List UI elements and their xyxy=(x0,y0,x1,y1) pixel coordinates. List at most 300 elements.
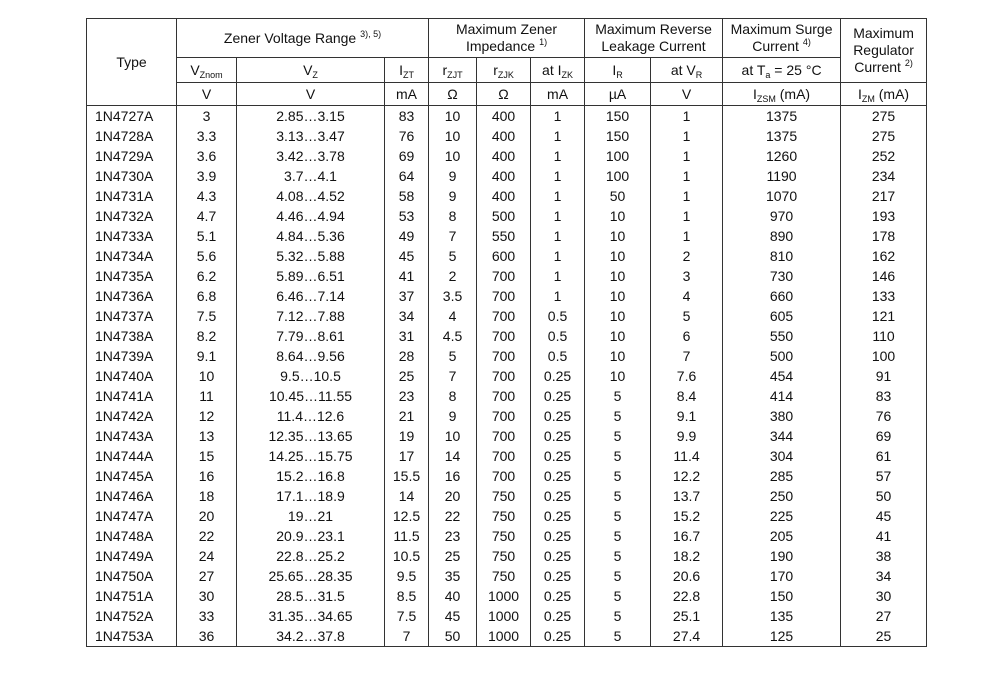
cell-type: 1N4740A xyxy=(87,366,177,386)
cell-ir: 5 xyxy=(585,386,651,406)
unit-izk: mA xyxy=(531,83,585,106)
cell-izsm: 1260 xyxy=(723,146,841,166)
cell-izk: 0.25 xyxy=(531,526,585,546)
cell-vz-range: 17.1…18.9 xyxy=(237,486,385,506)
cell-rzjk: 700 xyxy=(477,366,531,386)
cell-vznom: 27 xyxy=(177,566,237,586)
cell-izsm: 970 xyxy=(723,206,841,226)
cell-izm: 61 xyxy=(841,446,927,466)
table-row xyxy=(87,346,927,366)
type-column-header xyxy=(87,19,177,106)
cell-ir: 5 xyxy=(585,486,651,506)
cell-rzjk: 700 xyxy=(477,406,531,426)
cell-izsm: 1375 xyxy=(723,126,841,146)
table-row xyxy=(87,406,927,426)
cell-ir: 10 xyxy=(585,286,651,306)
cell-rzjt: 40 xyxy=(429,586,477,606)
cell-vznom: 18 xyxy=(177,486,237,506)
cell-izsm: 225 xyxy=(723,506,841,526)
cell-type: 1N4732A xyxy=(87,206,177,226)
rzjt-main: r xyxy=(442,62,448,78)
atizk-main: at I xyxy=(542,62,562,78)
regulator-line2: Regulator xyxy=(853,42,914,58)
cell-izm: 234 xyxy=(841,166,927,186)
table-row xyxy=(87,106,927,127)
cell-rzjt: 10 xyxy=(429,146,477,166)
cell-izk: 1 xyxy=(531,246,585,266)
impedance-line1: Maximum Zener xyxy=(455,21,558,37)
cell-rzjk: 400 xyxy=(477,126,531,146)
table-row xyxy=(87,446,927,466)
cell-izsm: 810 xyxy=(723,246,841,266)
max-zener-impedance-header xyxy=(429,19,585,58)
cell-type: 1N4751A xyxy=(87,586,177,606)
cell-vr: 1 xyxy=(651,126,723,146)
cell-rzjt: 3.5 xyxy=(429,286,477,306)
table-header xyxy=(87,19,927,106)
cell-rzjk: 400 xyxy=(477,166,531,186)
cell-izm: 91 xyxy=(841,366,927,386)
cell-izk: 0.25 xyxy=(531,366,585,386)
cell-vr: 27.4 xyxy=(651,626,723,647)
ir-symbol xyxy=(585,58,651,83)
cell-rzjk: 600 xyxy=(477,246,531,266)
vz-symbol xyxy=(237,58,385,83)
ir-sub: R xyxy=(616,70,623,80)
cell-izsm: 605 xyxy=(723,306,841,326)
cell-type: 1N4729A xyxy=(87,146,177,166)
cell-izt: 83 xyxy=(385,106,429,127)
cell-vz-range: 4.08…4.52 xyxy=(237,186,385,206)
cell-izk: 1 xyxy=(531,266,585,286)
cell-rzjt: 7 xyxy=(429,366,477,386)
cell-rzjt: 4.5 xyxy=(429,326,477,346)
cell-vr: 8.4 xyxy=(651,386,723,406)
unit-izsm xyxy=(723,83,841,106)
table-row xyxy=(87,146,927,166)
cell-izsm: 414 xyxy=(723,386,841,406)
cell-rzjt: 8 xyxy=(429,206,477,226)
izsm-main: I xyxy=(752,86,757,102)
cell-rzjt: 20 xyxy=(429,486,477,506)
cell-type: 1N4739A xyxy=(87,346,177,366)
cell-vr: 7 xyxy=(651,346,723,366)
table-row xyxy=(87,466,927,486)
cell-type: 1N4728A xyxy=(87,126,177,146)
table-row xyxy=(87,486,927,506)
cell-izm: 133 xyxy=(841,286,927,306)
cell-izm: 193 xyxy=(841,206,927,226)
cell-vr: 6 xyxy=(651,326,723,346)
cell-rzjt: 10 xyxy=(429,106,477,127)
cell-vznom: 10 xyxy=(177,366,237,386)
cell-type: 1N4737A xyxy=(87,306,177,326)
cell-izt: 8.5 xyxy=(385,586,429,606)
cell-rzjt: 4 xyxy=(429,306,477,326)
cell-vz-range: 28.5…31.5 xyxy=(237,586,385,606)
cell-ir: 5 xyxy=(585,526,651,546)
cell-ir: 5 xyxy=(585,546,651,566)
cell-rzjk: 400 xyxy=(477,106,531,127)
cell-izsm: 150 xyxy=(723,586,841,606)
cell-izsm: 190 xyxy=(723,546,841,566)
cell-rzjk: 750 xyxy=(477,566,531,586)
cell-rzjt: 9 xyxy=(429,166,477,186)
cell-vz-range: 31.35…34.65 xyxy=(237,606,385,626)
cell-type: 1N4748A xyxy=(87,526,177,546)
cell-vr: 9.9 xyxy=(651,426,723,446)
cell-vznom: 4.7 xyxy=(177,206,237,226)
cell-izk: 0.5 xyxy=(531,306,585,326)
cell-vznom: 5.6 xyxy=(177,246,237,266)
cell-rzjk: 700 xyxy=(477,466,531,486)
cell-type: 1N4741A xyxy=(87,386,177,406)
cell-rzjk: 700 xyxy=(477,386,531,406)
table-row xyxy=(87,326,927,346)
cell-vznom: 33 xyxy=(177,606,237,626)
cell-izt: 53 xyxy=(385,206,429,226)
header-row-units xyxy=(87,83,927,106)
cell-vr: 4 xyxy=(651,286,723,306)
cell-izk: 0.25 xyxy=(531,546,585,566)
cell-izm: 38 xyxy=(841,546,927,566)
cell-rzjk: 700 xyxy=(477,346,531,366)
cell-vznom: 13 xyxy=(177,426,237,446)
rzjk-main: r xyxy=(493,62,498,78)
cell-ir: 5 xyxy=(585,566,651,586)
cell-rzjt: 7 xyxy=(429,226,477,246)
cell-vr: 11.4 xyxy=(651,446,723,466)
unit-izm xyxy=(841,83,927,106)
cell-vznom: 3 xyxy=(177,106,237,127)
cell-izk: 1 xyxy=(531,226,585,246)
cell-izk: 0.25 xyxy=(531,486,585,506)
impedance-note: 1) xyxy=(539,37,548,47)
cell-vznom: 8.2 xyxy=(177,326,237,346)
max-reverse-leakage-header xyxy=(585,19,723,58)
izm-main: I xyxy=(857,86,862,102)
unit-vr: V xyxy=(651,83,723,106)
cell-ir: 5 xyxy=(585,606,651,626)
max-surge-current-header xyxy=(723,19,841,58)
rzjt-sub: ZJT xyxy=(447,70,463,80)
regulator-line1: Maximum xyxy=(853,25,914,41)
table-row xyxy=(87,266,927,286)
cell-vr: 1 xyxy=(651,226,723,246)
cell-izt: 7.5 xyxy=(385,606,429,626)
cell-izm: 34 xyxy=(841,566,927,586)
cell-izm: 110 xyxy=(841,326,927,346)
zener-voltage-range-header xyxy=(177,19,429,58)
rzjk-symbol xyxy=(477,58,531,83)
izm-post: (mA) xyxy=(874,86,910,102)
cell-izk: 0.25 xyxy=(531,426,585,446)
cell-izk: 1 xyxy=(531,126,585,146)
cell-izt: 9.5 xyxy=(385,566,429,586)
table-row xyxy=(87,426,927,446)
cell-vr: 1 xyxy=(651,206,723,226)
cell-vz-range: 10.45…11.55 xyxy=(237,386,385,406)
cell-vz-range: 19…21 xyxy=(237,506,385,526)
cell-izk: 0.25 xyxy=(531,386,585,406)
leakage-line2: Leakage Current xyxy=(601,38,706,54)
cell-vznom: 3.6 xyxy=(177,146,237,166)
cell-rzjk: 500 xyxy=(477,206,531,226)
cell-vr: 3 xyxy=(651,266,723,286)
cell-izt: 69 xyxy=(385,146,429,166)
cell-izm: 27 xyxy=(841,606,927,626)
cell-izm: 57 xyxy=(841,466,927,486)
table-row xyxy=(87,526,927,546)
cell-vr: 1 xyxy=(651,166,723,186)
cell-vr: 12.2 xyxy=(651,466,723,486)
cell-vznom: 6.2 xyxy=(177,266,237,286)
cell-vz-range: 25.65…28.35 xyxy=(237,566,385,586)
table-row xyxy=(87,226,927,246)
cell-rzjt: 25 xyxy=(429,546,477,566)
vznom-main: V xyxy=(190,62,200,78)
cell-izk: 1 xyxy=(531,166,585,186)
cell-izk: 0.25 xyxy=(531,606,585,626)
cell-izt: 17 xyxy=(385,446,429,466)
cell-ir: 5 xyxy=(585,506,651,526)
cell-rzjk: 700 xyxy=(477,286,531,306)
cell-ir: 150 xyxy=(585,106,651,127)
table-row xyxy=(87,546,927,566)
cell-izt: 11.5 xyxy=(385,526,429,546)
cell-ir: 10 xyxy=(585,346,651,366)
vz-main: V xyxy=(303,62,313,78)
regulator-note: 2) xyxy=(904,58,913,68)
cell-vz-range: 15.2…16.8 xyxy=(237,466,385,486)
cell-ir: 10 xyxy=(585,306,651,326)
cell-ir: 5 xyxy=(585,586,651,606)
ir-main: I xyxy=(612,62,617,78)
cell-vr: 2 xyxy=(651,246,723,266)
at-izk-symbol xyxy=(531,58,585,83)
cell-izk: 1 xyxy=(531,186,585,206)
cell-type: 1N4733A xyxy=(87,226,177,246)
unit-vznom: V xyxy=(177,83,237,106)
cell-vz-range: 4.84…5.36 xyxy=(237,226,385,246)
type-header-label: Type xyxy=(116,53,147,70)
cell-vz-range: 20.9…23.1 xyxy=(237,526,385,546)
cell-type: 1N4745A xyxy=(87,466,177,486)
at-vr-symbol xyxy=(651,58,723,83)
cell-izm: 275 xyxy=(841,126,927,146)
cell-izsm: 170 xyxy=(723,566,841,586)
cell-izt: 7 xyxy=(385,626,429,647)
cell-rzjk: 1000 xyxy=(477,606,531,626)
cell-izt: 25 xyxy=(385,366,429,386)
cell-izk: 0.25 xyxy=(531,566,585,586)
cell-vz-range: 12.35…13.65 xyxy=(237,426,385,446)
cell-vznom: 12 xyxy=(177,406,237,426)
table-row xyxy=(87,246,927,266)
zener-voltage-range-note: 3), 5) xyxy=(360,28,382,39)
cell-izt: 10.5 xyxy=(385,546,429,566)
cell-vr: 1 xyxy=(651,186,723,206)
izt-main: I xyxy=(399,62,403,78)
cell-rzjk: 1000 xyxy=(477,586,531,606)
izsm-sub: ZSM xyxy=(756,94,776,104)
cell-type: 1N4750A xyxy=(87,566,177,586)
cell-vz-range: 3.13…3.47 xyxy=(237,126,385,146)
zener-spec-table xyxy=(86,18,927,647)
cell-type: 1N4752A xyxy=(87,606,177,626)
table-row xyxy=(87,366,927,386)
surge-line2: Current xyxy=(752,38,799,54)
cell-ir: 5 xyxy=(585,446,651,466)
cell-vznom: 24 xyxy=(177,546,237,566)
cell-vznom: 36 xyxy=(177,626,237,647)
zener-diode-spec-sheet xyxy=(86,18,927,647)
cell-vz-range: 6.46…7.14 xyxy=(237,286,385,306)
cell-izsm: 660 xyxy=(723,286,841,306)
cell-izsm: 135 xyxy=(723,606,841,626)
cell-izt: 31 xyxy=(385,326,429,346)
atvr-main: at V xyxy=(670,62,696,78)
cell-izsm: 550 xyxy=(723,326,841,346)
cell-rzjk: 750 xyxy=(477,486,531,506)
cell-izsm: 1070 xyxy=(723,186,841,206)
cell-type: 1N4746A xyxy=(87,486,177,506)
cell-izsm: 205 xyxy=(723,526,841,546)
cell-izsm: 1190 xyxy=(723,166,841,186)
cell-rzjt: 22 xyxy=(429,506,477,526)
cell-izt: 45 xyxy=(385,246,429,266)
cell-izt: 37 xyxy=(385,286,429,306)
regulator-line3: Current xyxy=(854,59,901,75)
cell-izt: 58 xyxy=(385,186,429,206)
unit-izt: mA xyxy=(385,83,429,106)
cell-vznom: 22 xyxy=(177,526,237,546)
cell-vz-range: 14.25…15.75 xyxy=(237,446,385,466)
vznom-symbol xyxy=(177,58,237,83)
cell-ir: 100 xyxy=(585,146,651,166)
cell-vznom: 9.1 xyxy=(177,346,237,366)
izsm-post: (mA) xyxy=(775,86,811,102)
cell-vz-range: 7.12…7.88 xyxy=(237,306,385,326)
header-row-symbols xyxy=(87,58,927,83)
cell-izm: 41 xyxy=(841,526,927,546)
cell-izt: 49 xyxy=(385,226,429,246)
cell-vz-range: 9.5…10.5 xyxy=(237,366,385,386)
cell-type: 1N4749A xyxy=(87,546,177,566)
cell-type: 1N4734A xyxy=(87,246,177,266)
cell-vr: 22.8 xyxy=(651,586,723,606)
cell-izsm: 380 xyxy=(723,406,841,426)
cell-vz-range: 22.8…25.2 xyxy=(237,546,385,566)
table-row xyxy=(87,306,927,326)
cell-izt: 14 xyxy=(385,486,429,506)
cell-vz-range: 11.4…12.6 xyxy=(237,406,385,426)
atizk-sub: ZK xyxy=(561,70,574,80)
unit-rzjt: Ω xyxy=(429,83,477,106)
cell-vz-range: 34.2…37.8 xyxy=(237,626,385,647)
cell-type: 1N4731A xyxy=(87,186,177,206)
cell-izt: 41 xyxy=(385,266,429,286)
cell-vz-range: 3.7…4.1 xyxy=(237,166,385,186)
table-row xyxy=(87,566,927,586)
table-row xyxy=(87,286,927,306)
cell-ir: 5 xyxy=(585,626,651,647)
cell-izsm: 250 xyxy=(723,486,841,506)
cell-izm: 25 xyxy=(841,626,927,647)
cell-vz-range: 5.32…5.88 xyxy=(237,246,385,266)
cell-izsm: 500 xyxy=(723,346,841,366)
cell-ir: 10 xyxy=(585,206,651,226)
cell-vr: 16.7 xyxy=(651,526,723,546)
cell-izt: 19 xyxy=(385,426,429,446)
cell-rzjk: 400 xyxy=(477,186,531,206)
cell-rzjk: 750 xyxy=(477,546,531,566)
cell-izm: 146 xyxy=(841,266,927,286)
cell-izm: 178 xyxy=(841,226,927,246)
cell-type: 1N4727A xyxy=(87,106,177,127)
cell-izsm: 285 xyxy=(723,466,841,486)
cell-izt: 23 xyxy=(385,386,429,406)
surge-condition xyxy=(723,58,841,83)
cell-rzjt: 50 xyxy=(429,626,477,647)
cell-ir: 10 xyxy=(585,266,651,286)
cell-izsm: 890 xyxy=(723,226,841,246)
cell-ir: 10 xyxy=(585,326,651,346)
table-row xyxy=(87,386,927,406)
cell-rzjt: 5 xyxy=(429,346,477,366)
cell-type: 1N4742A xyxy=(87,406,177,426)
cell-izm: 217 xyxy=(841,186,927,206)
cell-izm: 69 xyxy=(841,426,927,446)
cell-izm: 252 xyxy=(841,146,927,166)
cell-vznom: 5.1 xyxy=(177,226,237,246)
cell-izm: 30 xyxy=(841,586,927,606)
leakage-line1: Maximum Reverse xyxy=(595,21,712,37)
cell-izm: 162 xyxy=(841,246,927,266)
table-row xyxy=(87,606,927,626)
table-row xyxy=(87,506,927,526)
cell-vznom: 11 xyxy=(177,386,237,406)
surge-cond-post: = 25 °C xyxy=(770,62,822,78)
cell-rzjk: 750 xyxy=(477,506,531,526)
surge-line1: Maximum Surge xyxy=(730,21,833,37)
cell-izt: 21 xyxy=(385,406,429,426)
table-body xyxy=(87,106,927,647)
cell-vz-range: 5.89…6.51 xyxy=(237,266,385,286)
cell-ir: 10 xyxy=(585,246,651,266)
cell-rzjk: 400 xyxy=(477,146,531,166)
cell-izm: 275 xyxy=(841,106,927,127)
cell-rzjt: 9 xyxy=(429,406,477,426)
cell-vr: 7.6 xyxy=(651,366,723,386)
table-row xyxy=(87,206,927,226)
cell-rzjk: 700 xyxy=(477,306,531,326)
cell-izt: 15.5 xyxy=(385,466,429,486)
cell-izk: 0.25 xyxy=(531,466,585,486)
izt-sub: ZT xyxy=(402,70,414,80)
header-row-groups xyxy=(87,19,927,58)
unit-rzjk: Ω xyxy=(477,83,531,106)
cell-rzjk: 700 xyxy=(477,426,531,446)
cell-vznom: 30 xyxy=(177,586,237,606)
cell-rzjt: 35 xyxy=(429,566,477,586)
cell-izk: 1 xyxy=(531,286,585,306)
cell-izk: 0.25 xyxy=(531,506,585,526)
cell-rzjk: 750 xyxy=(477,526,531,546)
atvr-sub: R xyxy=(695,70,703,80)
impedance-line2: Impedance xyxy=(465,38,536,54)
cell-izk: 0.25 xyxy=(531,626,585,647)
